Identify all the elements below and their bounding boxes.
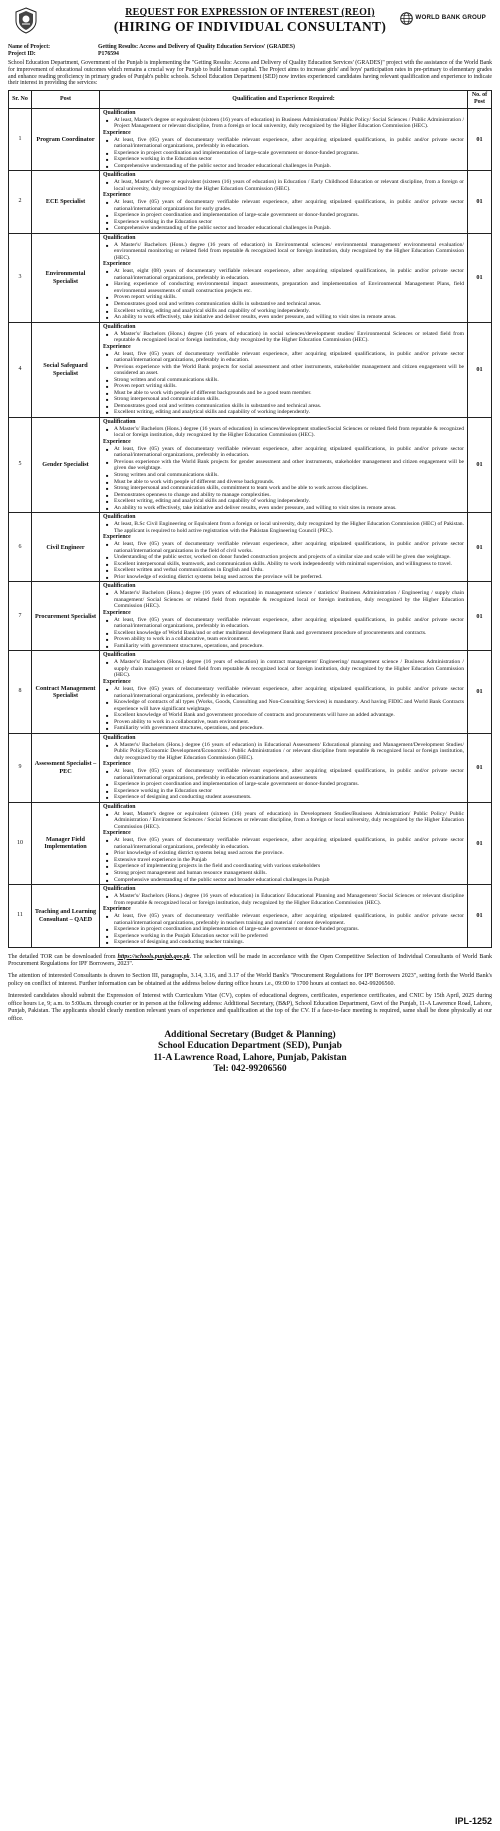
experience-item: ■ Excellent writing, editing and analytical skills and capability of working independently.: [103, 308, 464, 315]
experience-heading: Experience: [103, 830, 131, 837]
experience-item: ■ Experience of designing and conducting student assessments.: [103, 794, 464, 801]
experience-item: ■ Experience of implementing projects in the field and coordinating with various stakeholders: [103, 863, 464, 870]
attention-note: The attention of interested Consultants is drawn to Section III, paragraphs, 3.14, 3.16, and 3.17 of the World Bank's "Procurement Regulations for IPF Borrowers 2023", setting forth the World Bank's policy on conflict of interest. Further information can be obtained at the address below during office hours i.e., 09:00 to 1700 hours at contact no. 042-99206560.: [8, 973, 492, 988]
row-requirements: [100, 582, 468, 651]
row-post-title: ECE Specialist: [32, 171, 100, 234]
qualification-heading: Qualification: [103, 583, 136, 590]
row-sr-no: 6: [9, 513, 32, 582]
experience-item: ■ Excellent writing, editing and analytical skills and capability of working independently.: [103, 409, 464, 416]
row-post-title: Procurement Specialist: [32, 582, 100, 651]
experience-list: [103, 199, 464, 232]
experience-item: ■ Experience in project coordination and implementation of large-scale government or donor-funded programs.: [103, 926, 464, 933]
sign-title: Additional Secretary (Budget & Planning): [164, 1030, 336, 1041]
experience-list: [103, 686, 464, 732]
experience-item: ■ Experience in project coordination and implementation of large-scale government or donor-funded programs.: [103, 150, 464, 157]
qualification-list: [103, 117, 464, 130]
tor-suffix: . The selection will be made in accordance with the Open Competitive Selection of Individual Consultants of World Bank Procurement Regulations for IPF Borrowers, 2023".: [8, 953, 492, 968]
experience-item: ■ Strong project management and human resource management skills.: [103, 870, 464, 877]
row-sr-no: 4: [9, 322, 32, 417]
experience-item: ■ Familiarity with government structures, operations, and procedure.: [103, 643, 464, 650]
experience-heading: Experience: [103, 192, 131, 199]
table-row: [9, 733, 492, 802]
title-hiring: (HIRING OF INDIVIDUAL CONSULTANT): [113, 19, 387, 34]
row-no-of-post: 01: [468, 513, 492, 582]
experience-heading: Experience: [103, 343, 131, 350]
experience-item: ■ Must be able to work with people of different and diverse backgrounds.: [103, 479, 464, 486]
experience-item: ■ Comprehensive understanding of the public sector and broader educational challenges in Punjab: [103, 877, 464, 884]
experience-list: [103, 268, 464, 320]
row-no-of-post: 01: [468, 733, 492, 802]
experience-list: [103, 617, 464, 650]
row-requirements: [100, 513, 468, 582]
experience-item: ■ Excellent knowledge of World Bank/and or other multilateral development Bank and government procedure of procurements and contracts.: [103, 630, 464, 637]
row-no-of-post: 01: [468, 582, 492, 651]
experience-item: ■ At least, five (05) years of documentary verifiable relevant experience, after acquiring stipulated qualifications, in public and/or private sector national/international organizations, preferably in education.: [103, 137, 464, 150]
tor-download-link[interactable]: https://schools.punjab.gov.pk: [117, 953, 190, 960]
experience-item: ■ Experience of designing and conducting teacher trainings.: [103, 939, 464, 946]
experience-item: ■ Demonstrates openness to change and ability to manage complexities.: [103, 492, 464, 499]
experience-heading: Experience: [103, 534, 131, 541]
globe-icon: [400, 12, 413, 25]
tor-note: [8, 954, 492, 970]
row-requirements: [100, 885, 468, 948]
qualification-list: [103, 242, 464, 262]
qualification-heading: Qualification: [103, 323, 136, 330]
qualification-list: [103, 659, 464, 679]
table-row: [9, 802, 492, 884]
experience-item: ■ At least, five (05) years of documentary verifiable relevant experience, after acquiring stipulated qualifications, in public and/or private sector national/international organizations, preferably in education.: [103, 446, 464, 459]
experience-heading: Experience: [103, 438, 131, 445]
experience-item: ■ Having experience of conducting environmental impact assessments, preparation and implementation of Environmental Management Plans, field environmental assessments of small construction projects etc.: [103, 281, 464, 294]
header-sr-no: Sr. No: [9, 91, 32, 108]
experience-item: ■ Extensive travel experience in the Punjab: [103, 857, 464, 864]
punjab-crest-icon: [14, 7, 38, 34]
row-sr-no: 9: [9, 733, 32, 802]
experience-heading: Experience: [103, 609, 131, 616]
qualification-item: ■ At least, B.Sc Civil Engineering or Equivalent from a foreign or local university, duly recognized by the Higher Education Commission (HEC) of Pakistan. The applicant is required to hold active registration with the Pakistan Engineering Council (PEC).: [103, 521, 464, 534]
ipl-number: IPL-1252: [454, 1816, 492, 1827]
row-sr-no: 3: [9, 233, 32, 322]
experience-item: ■ Strong interpersonal and communication skills.: [103, 396, 464, 403]
experience-item: ■ Experience working in the Education sector: [103, 219, 464, 226]
experience-item: ■ At least, five (05) years of documentary verifiable relevant experience, after acquiring stipulated qualifications, in public and/or private sector national/international organizations, preferably in education.: [103, 686, 464, 699]
header: [8, 5, 492, 42]
qualification-item: ■ A Master's/ Bachelors (Hons.) degree (16 years of education) in management science / statistics/ Business Administration / Engineering / supply chain management/ Social Sciences or related field from reputable & recognized local or foreign institution, duly recognized by the Higher Education Commission (HEC).: [103, 590, 464, 610]
table-row: [9, 582, 492, 651]
header-requirements: Qualification and Experience Required:: [100, 91, 468, 108]
row-requirements: [100, 651, 468, 733]
row-requirements: [100, 802, 468, 884]
row-requirements: [100, 171, 468, 234]
experience-item: ■ At least, five (05) years of documentary verifiable relevant experience, after acquiring stipulated qualifications, in public and/or private sector national/international organizations in the field of civil works.: [103, 541, 464, 554]
qualification-item: ■ A Master's/ Bachelors (Hons.) degree (16 years of education) in Environmental sciences/ environmental management/ environmental evaluation/ environmental monitoring or related field from reputable & recognized local or foreign institution, duly recognized by the Higher Education Commission (HEC).: [103, 242, 464, 262]
table-row: [9, 108, 492, 171]
qualification-item: ■ At least, Master's degree or equivalent (sixteen (16) years of education) in Development Studies/Business Administration/ Public Policy/ Public Administration / Environment Sciences / Social Sciences or relevant discipline, from a foreign or local university, duly recognized by the Higher Education Commission (HEC).: [103, 811, 464, 831]
table-row: [9, 233, 492, 322]
row-requirements: [100, 733, 468, 802]
experience-heading: Experience: [103, 679, 131, 686]
row-sr-no: 2: [9, 171, 32, 234]
sign-department: School Education Department (SED), Punjab: [158, 1041, 342, 1052]
qualification-heading: Qualification: [103, 514, 136, 521]
qualification-heading: Qualification: [103, 886, 136, 893]
project-info: [8, 44, 492, 58]
project-name-label: Name of Project:: [8, 44, 51, 50]
qualification-item: ■ A Master's/ Bachelors (Hons.) degree (16 years of education) in sciences/development studies/Social Sciences or related field from reputable & recognized local or foreign institution, duly recognized by the Higher Education Commission (HEC).: [103, 426, 464, 439]
row-sr-no: 8: [9, 651, 32, 733]
row-post-title: Program Coordinator: [32, 108, 100, 171]
row-no-of-post: 01: [468, 885, 492, 948]
experience-list: [103, 351, 464, 416]
row-no-of-post: 01: [468, 233, 492, 322]
sign-phone: Tel: 042-99206560: [213, 1064, 287, 1075]
experience-item: ■ Strong written and oral communications skills.: [103, 472, 464, 479]
experience-item: ■ Excellent writing, editing and analytical skills and capability of working independently.: [103, 498, 464, 505]
experience-item: ■ Proven ability to work in a collaborative, team environment.: [103, 719, 464, 726]
row-sr-no: 11: [9, 885, 32, 948]
experience-item: ■ Prior knowledge of existing district systems being used across the province will be preferred.: [103, 574, 464, 581]
table-row: [9, 417, 492, 512]
qualification-heading: Qualification: [103, 234, 136, 241]
experience-item: ■ Demonstrates good oral and written communication skills in substantive and technical areas.: [103, 403, 464, 410]
row-sr-no: 5: [9, 417, 32, 512]
experience-item: ■ An ability to work effectively, take initiative and deliver results, even under pressure, and willing to visit sites in remote areas.: [103, 505, 464, 512]
row-post-title: Civil Engineer: [32, 513, 100, 582]
table-row: [9, 513, 492, 582]
signature-block: [8, 1030, 492, 1076]
header-no-of-post: No. of Post: [468, 91, 492, 108]
qualification-list: [103, 590, 464, 610]
experience-item: ■ At least, five (05) years of documentary verifiable relevant experience, after acquiring stipulated qualifications, in public and/or private sector national/international organizations, preferably in teachers training and material / content development.: [103, 913, 464, 926]
experience-item: ■ Comprehensive understanding of the public sector and broader educational challenges in Punjab.: [103, 163, 464, 170]
table-row: [9, 322, 492, 417]
row-no-of-post: 01: [468, 802, 492, 884]
qualification-list: [103, 331, 464, 344]
experience-item: ■ Experience working in the Education sector: [103, 156, 464, 163]
table-body: [9, 108, 492, 947]
qualification-list: [103, 893, 464, 906]
world-bank-logo: [400, 10, 486, 26]
experience-item: ■ Must be able to work with people of different backgrounds and be a good team member.: [103, 390, 464, 397]
experience-list: [103, 541, 464, 580]
row-post-title: Assessment Specialist – PEC: [32, 733, 100, 802]
row-sr-no: 7: [9, 582, 32, 651]
experience-item: ■ Experience working in the Education sector: [103, 788, 464, 795]
table-row: [9, 885, 492, 948]
row-no-of-post: 01: [468, 651, 492, 733]
qualification-heading: Qualification: [103, 734, 136, 741]
qualification-item: ■ A Master's/ Bachelors (Hons.) degree (16 years of education) in contract management/ Engineering/ management science / Business Administration / supply chain management or related field from reputable & recognized local or foreign institution, duly recognized by the Higher Education Commission (HEC).: [103, 659, 464, 679]
experience-item: ■ An ability to work effectively, take initiative and deliver results, even under pressure, and willing to visit sites in remote areas.: [103, 314, 464, 321]
experience-item: ■ Experience in project coordination and implementation of large-scale government or donor-funded programs.: [103, 781, 464, 788]
experience-item: ■ Familiarity with government structures, operations, and procedure.: [103, 725, 464, 732]
qualification-heading: Qualification: [103, 172, 136, 179]
experience-item: ■ At least, eight (08) years of documentary verifiable relevant experience, after acquiring stipulated qualifications, in public and/or private sector national/international organizations, preferably in education.: [103, 268, 464, 281]
experience-item: ■ At least, five (05) years of documentary verifiable relevant experience, after acquiring stipulated qualifications, in public and/or private sector national/international organizations, preferably in education examinations and assessments: [103, 768, 464, 781]
experience-list: [103, 913, 464, 946]
experience-item: ■ Experience in project coordination and implementation of large-scale government or donor-funded programs.: [103, 212, 464, 219]
experience-item: ■ Prior knowledge of existing district systems being used across the province.: [103, 850, 464, 857]
experience-item: ■ At least, five (05) years of documentary verifiable relevant experience, after acquiring stipulated qualifications, in public and/or private sector national/international organizations, preferably in education.: [103, 617, 464, 630]
sign-address: 11-A Lawrence Road, Lahore, Punjab, Pakistan: [153, 1052, 347, 1063]
experience-item: ■ Previous experience with the World Bank projects for social assessment and other instruments, stakeholder management and citizen engagement will be considered an asset.: [103, 364, 464, 377]
table-row: [9, 171, 492, 234]
qualification-heading: Qualification: [103, 418, 136, 425]
row-requirements: [100, 322, 468, 417]
qualification-list: [103, 521, 464, 534]
experience-heading: Experience: [103, 129, 131, 136]
row-sr-no: 1: [9, 108, 32, 171]
table-row: [9, 651, 492, 733]
row-post-title: Contract Management Specialist: [32, 651, 100, 733]
qualification-item: ■ A Master's/ Bachelors (Hons.) degree (16 years of education) in social sciences/development studies/ Environmental Sciences or related field from reputable & recognized local or foreign institution, duly recognized by the Higher Education Commission (HEC).: [103, 331, 464, 344]
row-no-of-post: 01: [468, 322, 492, 417]
row-post-title: Manager Field Implementation: [32, 802, 100, 884]
footer-notes: [8, 954, 492, 1024]
experience-item: ■ Proven report writing skills.: [103, 294, 464, 301]
experience-item: ■ Previous experience with the World Bank projects for gender assessment and other instruments, stakeholder management and citizen engagement will be given due weightage.: [103, 459, 464, 472]
experience-item: ■ Proven report writing skills.: [103, 383, 464, 390]
experience-heading: Experience: [103, 761, 131, 768]
tor-prefix: The detailed TOR can be downloaded from: [8, 953, 116, 960]
row-post-title: Environmental Specialist: [32, 233, 100, 322]
row-post-title: Gender Specialist: [32, 417, 100, 512]
experience-item: ■ At least, five (05) years of documentary verifiable relevant experience, after acquiring stipulated qualifications, in public and/or private sector national/international organizations, preferably in education.: [103, 351, 464, 364]
experience-item: ■ At least, five (05) years of documentary verifiable relevant experience, after acquiring stipulated qualifications, in public and/or private sector national/international organizations, preferably in education.: [103, 837, 464, 850]
header-post: Post: [32, 91, 100, 108]
experience-item: ■ Knowledge of contracts of all types (Works, Goods, Consulting and Non-Consulting Services) is mandatory. And having FIDIC and World Bank Contracts experience will have significant weightage.: [103, 699, 464, 712]
world-bank-logo-text: WORLD BANK GROUP: [415, 14, 486, 22]
project-id-value: P176594: [98, 50, 119, 57]
experience-item: ■ Excellent written and verbal communications in English and Urdu.: [103, 567, 464, 574]
experience-heading: Experience: [103, 261, 131, 268]
row-requirements: [100, 108, 468, 171]
qualification-item: ■ A Master's/ Bachelors (Hons.) degree (16 years of education) in Educational Assessment/ Educational planning and Management/Development Studies/ Public Policy/Economic Development/Economics / Public Administration / or relevant discipline from reputable & recognized local or foreign institution, duly recognized by the Higher Education Commission (HEC).: [103, 742, 464, 762]
experience-item: ■ Comprehensive understanding of the public sector and broader educational challenges in Punjab.: [103, 225, 464, 232]
row-post-title: Teaching and Learning Consultant – QAED: [32, 885, 100, 948]
row-post-title: Social Safeguard Specialist: [32, 322, 100, 417]
experience-list: [103, 768, 464, 801]
row-sr-no: 10: [9, 802, 32, 884]
experience-item: ■ Excellent interpersonal skills, teamwork, and communication skills. Ability to work independently with minimal supervision, and willingness to travel.: [103, 561, 464, 568]
experience-item: ■ Proven ability to work in a collaborative, team environment.: [103, 636, 464, 643]
row-no-of-post: 01: [468, 108, 492, 171]
submission-note: Interested candidates should submit the Expression of Interest with Curriculum Vitae (CV), copies of educational degrees, certificates, experience certificates, and CNIC by 15th April, 2025 during office hours i.e, 9; a.m. to 5:00a.m. through courier or in person at the following address: Additional Secretary, (B&P), School Education Department, Govt of the Punjab, 11-A Lawrence Road, Lahore, Punjab, Pakistan. The applicants should clearly mention relevant years of experience and qualification at the top of the CV. If a face-to-face meeting is required, same shall be done physically at our office.: [8, 992, 492, 1023]
qualification-heading: Qualification: [103, 803, 136, 810]
experience-item: ■ At least, five (05) years of documentary verifiable relevant experience, after acquiring stipulated qualifications, in public and/or private sector national/international organizations for early grades.: [103, 199, 464, 212]
qualification-heading: Qualification: [103, 109, 136, 116]
qualification-item: ■ At least, Master's degree or equivalent (sixteen (16) years of education) in Business Administration/ Public Policy/ Social Sciences / Public Administration / Project Management or relevant discipline, from a foreign or local university, duly recognized by the Higher Education Commission (HEC).: [103, 117, 464, 130]
experience-item: ■ Experience working in the Punjab Education sector will be preferred: [103, 933, 464, 940]
project-name-value: Getting Results: Access and Delivery of Quality Education Services' (GRADES): [98, 44, 295, 50]
experience-item: ■ Strong interpersonal and communication skills, commitment to team work and be able to work across disciplines.: [103, 485, 464, 492]
experience-heading: Experience: [103, 906, 131, 913]
row-requirements: [100, 417, 468, 512]
qualification-heading: Qualification: [103, 652, 136, 659]
title-reoi: REQUEST FOR EXPRESSION OF INTEREST (REOI): [125, 7, 375, 18]
experience-list: [103, 137, 464, 170]
project-id-label: Project ID:: [8, 50, 36, 57]
qualification-item: ■ At least, Master's degree or equivalent (sixteen (16) years of education) in Education / Early Childhood Education or relevant discipline, from a foreign or local university, duly recognized by the Higher Education Commission (HEC).: [103, 179, 464, 192]
experience-item: ■ Understanding of the public sector, worked on donor funded construction projects and projects of a similar size and scale will be given due weightage.: [103, 554, 464, 561]
qualification-item: ■ A Master's/ Bachelors (Hons.) degree (16 years of education) in Education/ Educational Planning and Management/ Social Sciences or relevant discipline from reputable & recognized local or foreign institution, duly recognized by the Higher Education Commission (HEC).: [103, 893, 464, 906]
qualification-list: [103, 742, 464, 762]
table-header-row: [9, 91, 492, 108]
row-no-of-post: 01: [468, 417, 492, 512]
posts-table: [8, 90, 492, 947]
experience-item: ■ Excellent knowledge of World Bank and government procedure of contracts and procurements will have an added advantage.: [103, 712, 464, 719]
experience-item: ■ Demonstrates good oral and written communication skills in substantive and technical areas.: [103, 301, 464, 308]
intro-paragraph: School Education Department, Government of the Punjab is implementing the "Getting Results: Access and Delivery of Quality Education Services' (GRADES)" project with the assistance of the World Bank for improvement of educational outcomes which remains a crucial way for Punjab to build human capital. The Project aims to increase girls' and boys' participation rates in pre-primary to elementary grades and enhance reading proficiency in primary grades of Punjab's public schools. School Education Department (SED) now invites experienced candidates having relevant qualification and experience to indicate their interest in providing the services:: [8, 59, 492, 87]
experience-list: [103, 446, 464, 511]
row-requirements: [100, 233, 468, 322]
qualification-list: [103, 426, 464, 439]
qualification-list: [103, 179, 464, 192]
experience-list: [103, 837, 464, 883]
row-no-of-post: 01: [468, 171, 492, 234]
qualification-list: [103, 811, 464, 831]
experience-item: ■ Strong written and oral communications skills.: [103, 377, 464, 384]
